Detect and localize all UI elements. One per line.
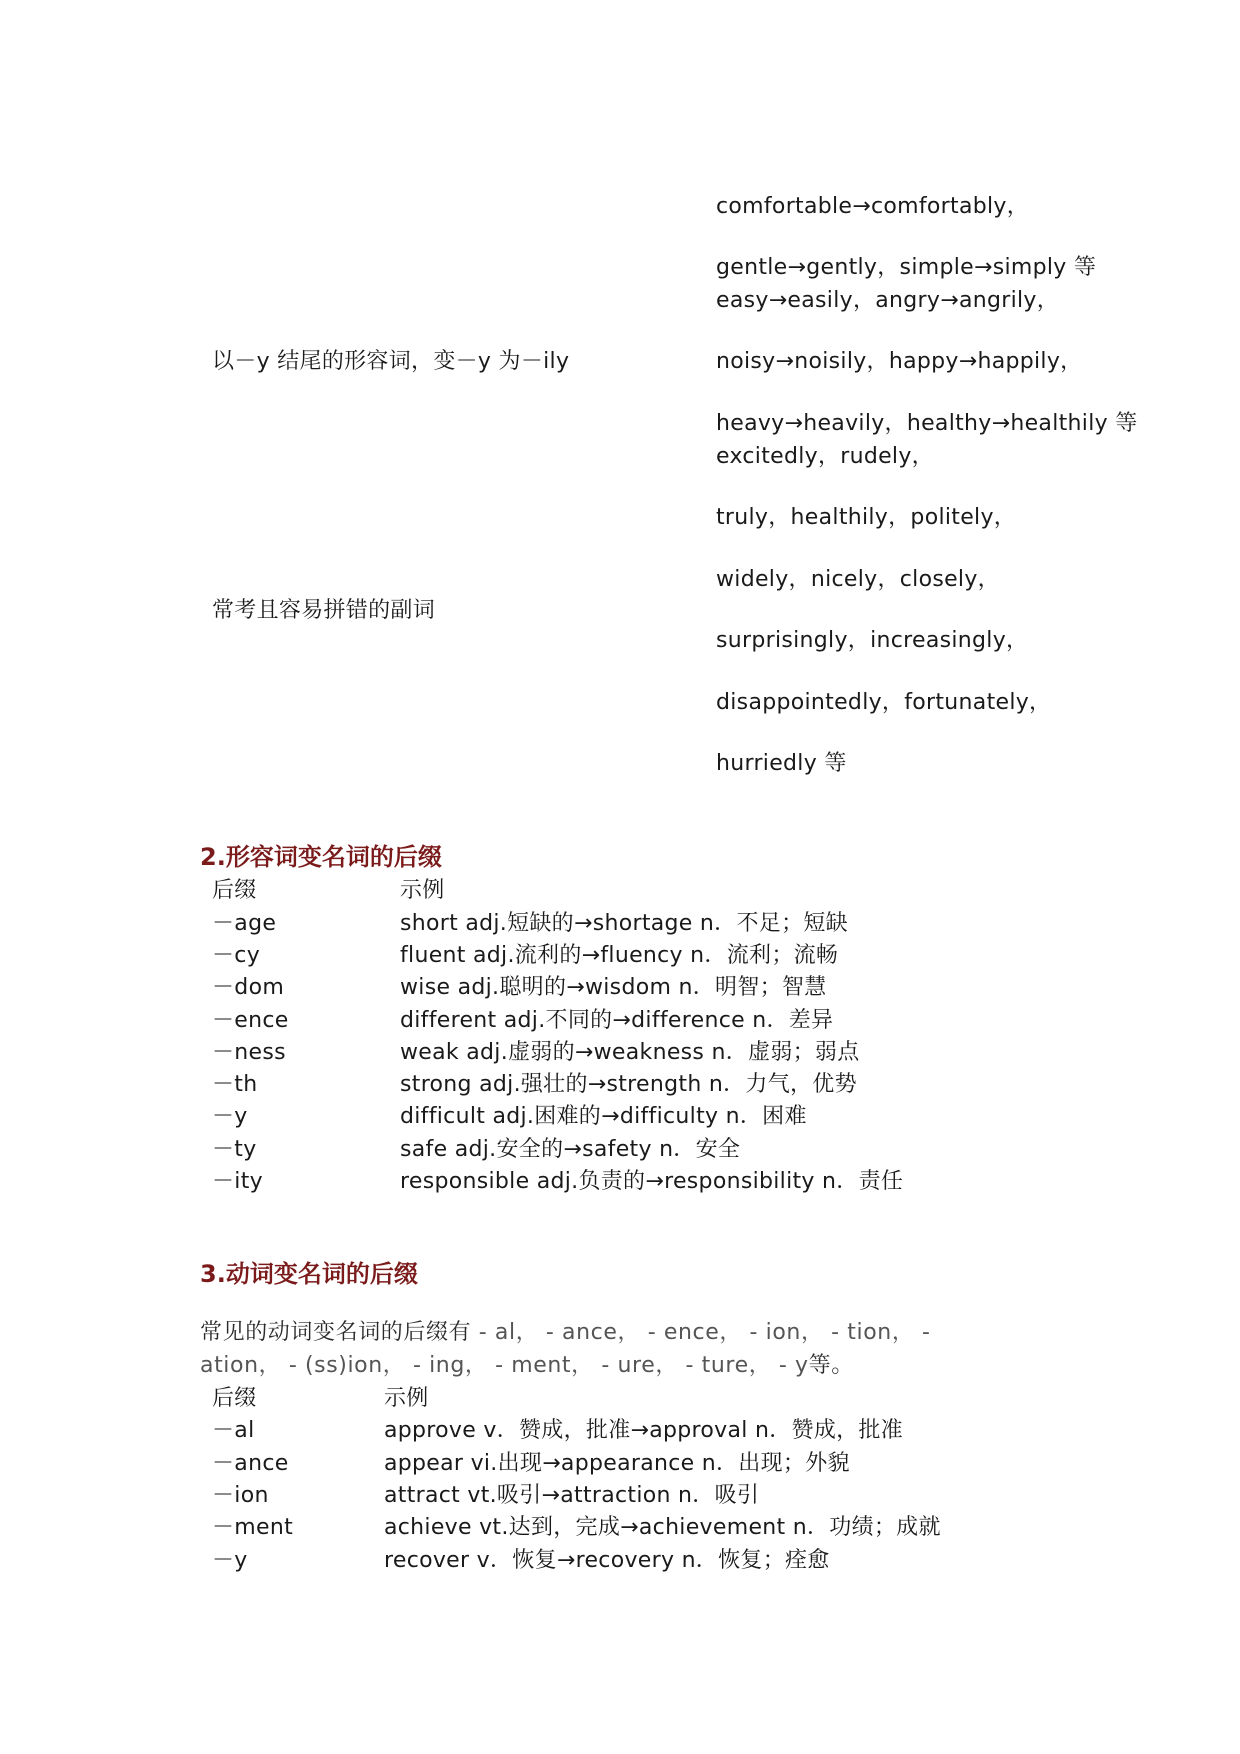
example-cell: achieve vt.达到，完成→achievement n．功绩；成就 xyxy=(384,1515,941,1540)
suffix-cell: －th xyxy=(212,1072,258,1097)
intro-lead: 常见的动词变名词的后缀有 xyxy=(200,1320,472,1345)
column-header-example: 示例 xyxy=(400,878,445,903)
suffix-cell: －cy xyxy=(212,943,261,968)
adverb-example-line: truly，healthily，politely， xyxy=(716,505,1017,530)
intro-suffix-list: - al， - ance， - ence， - ion， - tion， - xyxy=(471,1320,931,1345)
suffix-cell: －ance xyxy=(212,1451,289,1476)
suffix-cell: －age xyxy=(212,911,277,936)
adverb-example-line: comfortable→comfortably， xyxy=(716,194,1030,219)
example-cell: attract vt.吸引→attraction n．吸引 xyxy=(384,1483,760,1508)
example-cell: recover v．恢复→recovery n．恢复；痊愈 xyxy=(384,1548,830,1573)
section-heading: 2.形容词变名词的后缀 xyxy=(200,843,442,871)
example-cell: safe adj.安全的→safety n．安全 xyxy=(400,1137,741,1162)
intro-line xyxy=(200,1322,931,1344)
example-cell: wise adj.聪明的→wisdom n．明智；智慧 xyxy=(400,975,827,1000)
example-cell: weak adj.虚弱的→weakness n．虚弱；弱点 xyxy=(400,1040,860,1065)
intro-tail: 等。 xyxy=(808,1353,854,1378)
suffix-cell: －y xyxy=(212,1104,248,1129)
adverb-example-line: surprisingly，increasingly， xyxy=(716,628,1029,653)
column-header-suffix: 后缀 xyxy=(212,878,257,903)
suffix-cell: －dom xyxy=(212,975,285,1000)
example-cell: different adj.不同的→difference n．差异 xyxy=(400,1008,834,1033)
adverb-example-line: disappointedly，fortunately， xyxy=(716,690,1052,715)
adverb-example-line: gentle→gently，simple→simply 等 xyxy=(716,255,1097,280)
example-cell: responsible adj.负责的→responsibility n．责任 xyxy=(400,1169,904,1194)
example-cell: difficult adj.困难的→difficulty n．困难 xyxy=(400,1104,807,1129)
adverb-rule-label: 以－y 结尾的形容词，变－y 为－ily xyxy=(212,349,570,374)
suffix-cell: －ty xyxy=(212,1137,257,1162)
suffix-cell: －ence xyxy=(212,1008,289,1033)
adverb-example-line: widely，nicely，closely， xyxy=(716,567,1000,592)
intro-suffix-list: ation， - (ss)ion， - ing， - ment， - ure， - ture， - y xyxy=(200,1353,809,1378)
suffix-cell: －y xyxy=(212,1548,248,1573)
example-cell: appear vi.出现→appearance n．出现；外貌 xyxy=(384,1451,850,1476)
section-heading: 3.动词变名词的后缀 xyxy=(200,1260,418,1288)
example-cell: fluent adj.流利的→fluency n．流利；流畅 xyxy=(400,943,839,968)
suffix-cell: －ity xyxy=(212,1169,263,1194)
suffix-cell: －al xyxy=(212,1418,255,1443)
adverb-example-line: hurriedly 等 xyxy=(716,751,847,776)
intro-line xyxy=(200,1355,854,1377)
suffix-cell: －ion xyxy=(212,1483,269,1508)
adverb-example-line: heavy→heavily，healthy→healthily 等 xyxy=(716,411,1138,436)
suffix-cell: －ment xyxy=(212,1515,294,1540)
example-cell: short adj.短缺的→shortage n．不足；短缺 xyxy=(400,911,848,936)
column-header-example: 示例 xyxy=(384,1386,429,1411)
suffix-cell: －ness xyxy=(212,1040,286,1065)
adverb-example-line: easy→easily，angry→angrily， xyxy=(716,288,1060,313)
column-header-suffix: 后缀 xyxy=(212,1386,257,1411)
adverb-example-line: excitedly，rudely， xyxy=(716,444,934,469)
example-cell: approve v．赞成，批准→approval n．赞成，批准 xyxy=(384,1418,904,1443)
example-cell: strong adj.强壮的→strength n．力气，优势 xyxy=(400,1072,857,1097)
adverb-example-line: noisy→noisily，happy→happily， xyxy=(716,349,1083,374)
adverb-rule-label: 常考且容易拼错的副词 xyxy=(212,598,436,623)
